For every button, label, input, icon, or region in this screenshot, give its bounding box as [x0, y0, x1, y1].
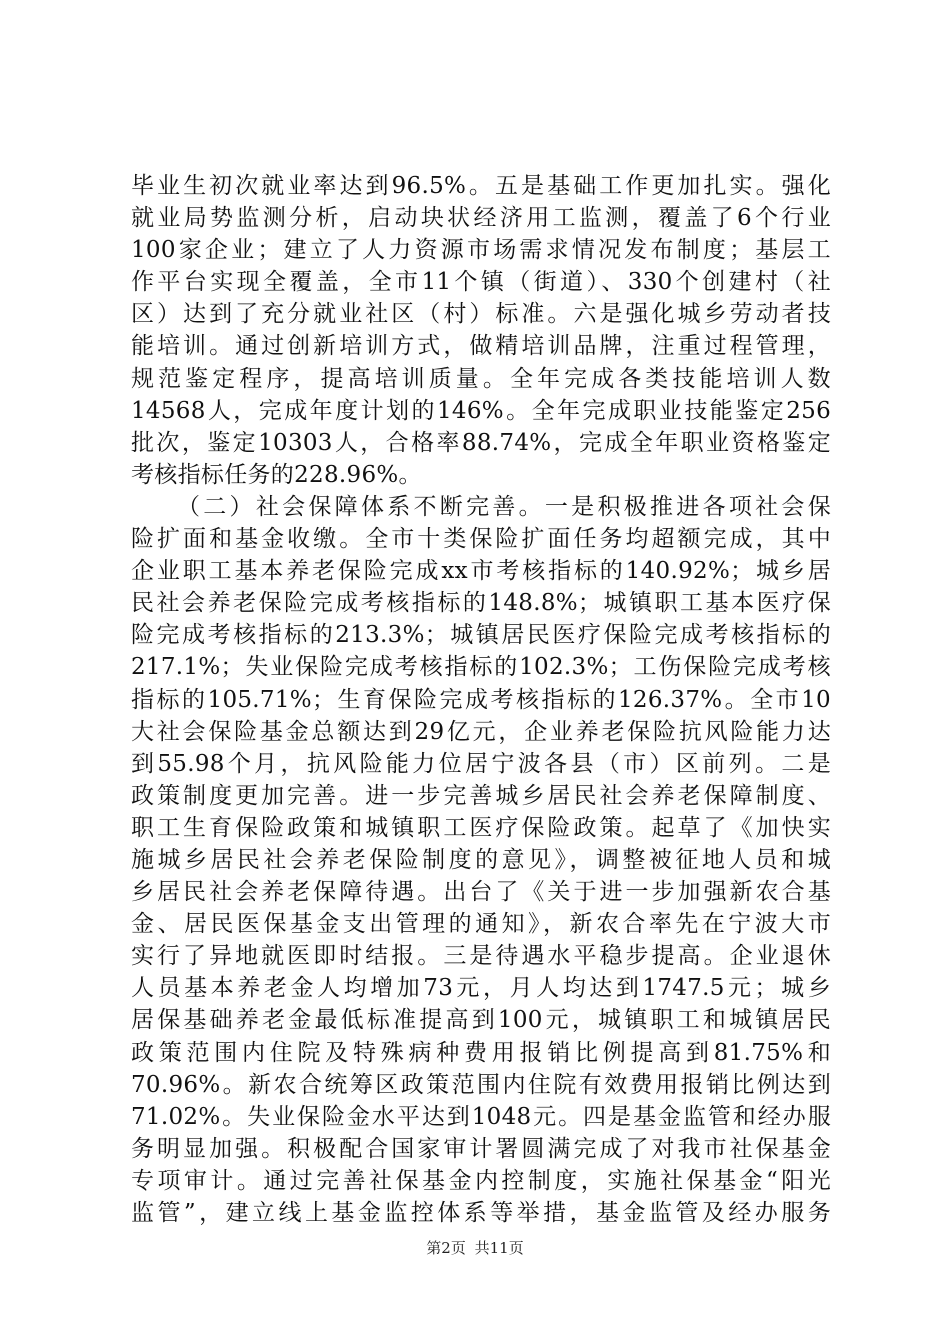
page-footer	[0, 1238, 950, 1258]
text-line: 乡居民社会养老保障待遇。出台了《关于进一步加强新农合基	[131, 879, 831, 906]
text-line: 能培训。通过创新培训方式，做精培训品牌，注重过程管理，	[131, 333, 831, 360]
text-line: 到55.98个月，抗风险能力位居宁波各县（市）区前列。二是	[131, 750, 831, 777]
text-line: 居保基础养老金最低标准提高到100元，城镇职工和城镇居民	[131, 1007, 831, 1034]
text-line: 人员基本养老金人均增加73元，月人均达到1747.5元；城乡	[131, 975, 831, 1002]
body-text	[131, 170, 831, 1229]
text-line: 就业局势监测分析，启动块状经济用工监测，覆盖了6个行业	[131, 205, 831, 232]
text-line: 政策制度更加完善。进一步完善城乡居民社会养老保障制度、	[131, 782, 831, 809]
text-line: 险完成考核指标的213.3%；城镇居民医疗保险完成考核指标的	[131, 622, 831, 649]
text-line: 217.1%；失业保险完成考核指标的102.3%；工伤保险完成考核	[131, 654, 831, 681]
section-heading-line: （二）社会保障体系不断完善。一是积极推进各项社会保	[177, 493, 831, 520]
text-line: 大社会保险基金总额达到29亿元，企业养老保险抗风险能力达	[131, 718, 831, 745]
text-line: 指标的105.71%；生育保险完成考核指标的126.37%。全市10	[131, 686, 831, 713]
text-line: 考核指标任务的228.96%。	[131, 461, 422, 488]
text-line: 施城乡居民社会养老保险制度的意见》，调整被征地人员和城	[131, 846, 831, 873]
text-line: 险扩面和基金收缴。全市十类保险扩面任务均超额完成，其中	[131, 526, 831, 553]
text-line: 民社会养老保险完成考核指标的148.8%；城镇职工基本医疗保	[131, 590, 831, 617]
text-line: 专项审计。通过完善社保基金内控制度，实施社保基金“阳光	[131, 1167, 831, 1194]
text-line: 70.96%。新农合统筹区政策范围内住院有效费用报销比例达到	[131, 1071, 831, 1098]
text-line: 71.02%。失业保险金水平达到1048元。四是基金监管和经办服	[131, 1103, 831, 1130]
text-line: 务明显加强。积极配合国家审计署圆满完成了对我市社保基金	[131, 1135, 831, 1162]
text-line: 政策范围内住院及特殊病种费用报销比例提高到81.75%和	[131, 1039, 831, 1066]
text-line: 规范鉴定程序，提高培训质量。全年完成各类技能培训人数	[131, 365, 831, 392]
text-line: 企业职工基本养老保险完成xx市考核指标的140.92%；城乡居	[131, 558, 831, 585]
text-line: 区）达到了充分就业社区（村）标准。六是强化城乡劳动者技	[131, 301, 831, 328]
page-total: 共11页	[474, 1239, 524, 1257]
text-line: 批次，鉴定10303人，合格率88.74%，完成全年职业资格鉴定	[131, 429, 831, 456]
page-number: 第2页	[426, 1239, 466, 1257]
text-line: 作平台实现全覆盖，全市11个镇（街道）、330个创建村（社	[131, 269, 831, 296]
text-line: 金、居民医保基金支出管理的通知》，新农合率先在宁波大市	[131, 911, 831, 938]
text-line: 毕业生初次就业率达到96.5%。五是基础工作更加扎实。强化	[131, 173, 831, 199]
text-line: 14568人，完成年度计划的146%。全年完成职业技能鉴定256	[131, 397, 831, 424]
text-line: 实行了异地就医即时结报。三是待遇水平稳步提高。企业退休	[131, 943, 831, 970]
text-line: 职工生育保险政策和城镇职工医疗保险政策。起草了《加快实	[131, 814, 831, 841]
text-line: 监管”，建立线上基金监控体系等举措，基金监管及经办服务	[131, 1200, 831, 1226]
text-line: 100家企业；建立了人力资源市场需求情况发布制度；基层工	[131, 237, 831, 264]
